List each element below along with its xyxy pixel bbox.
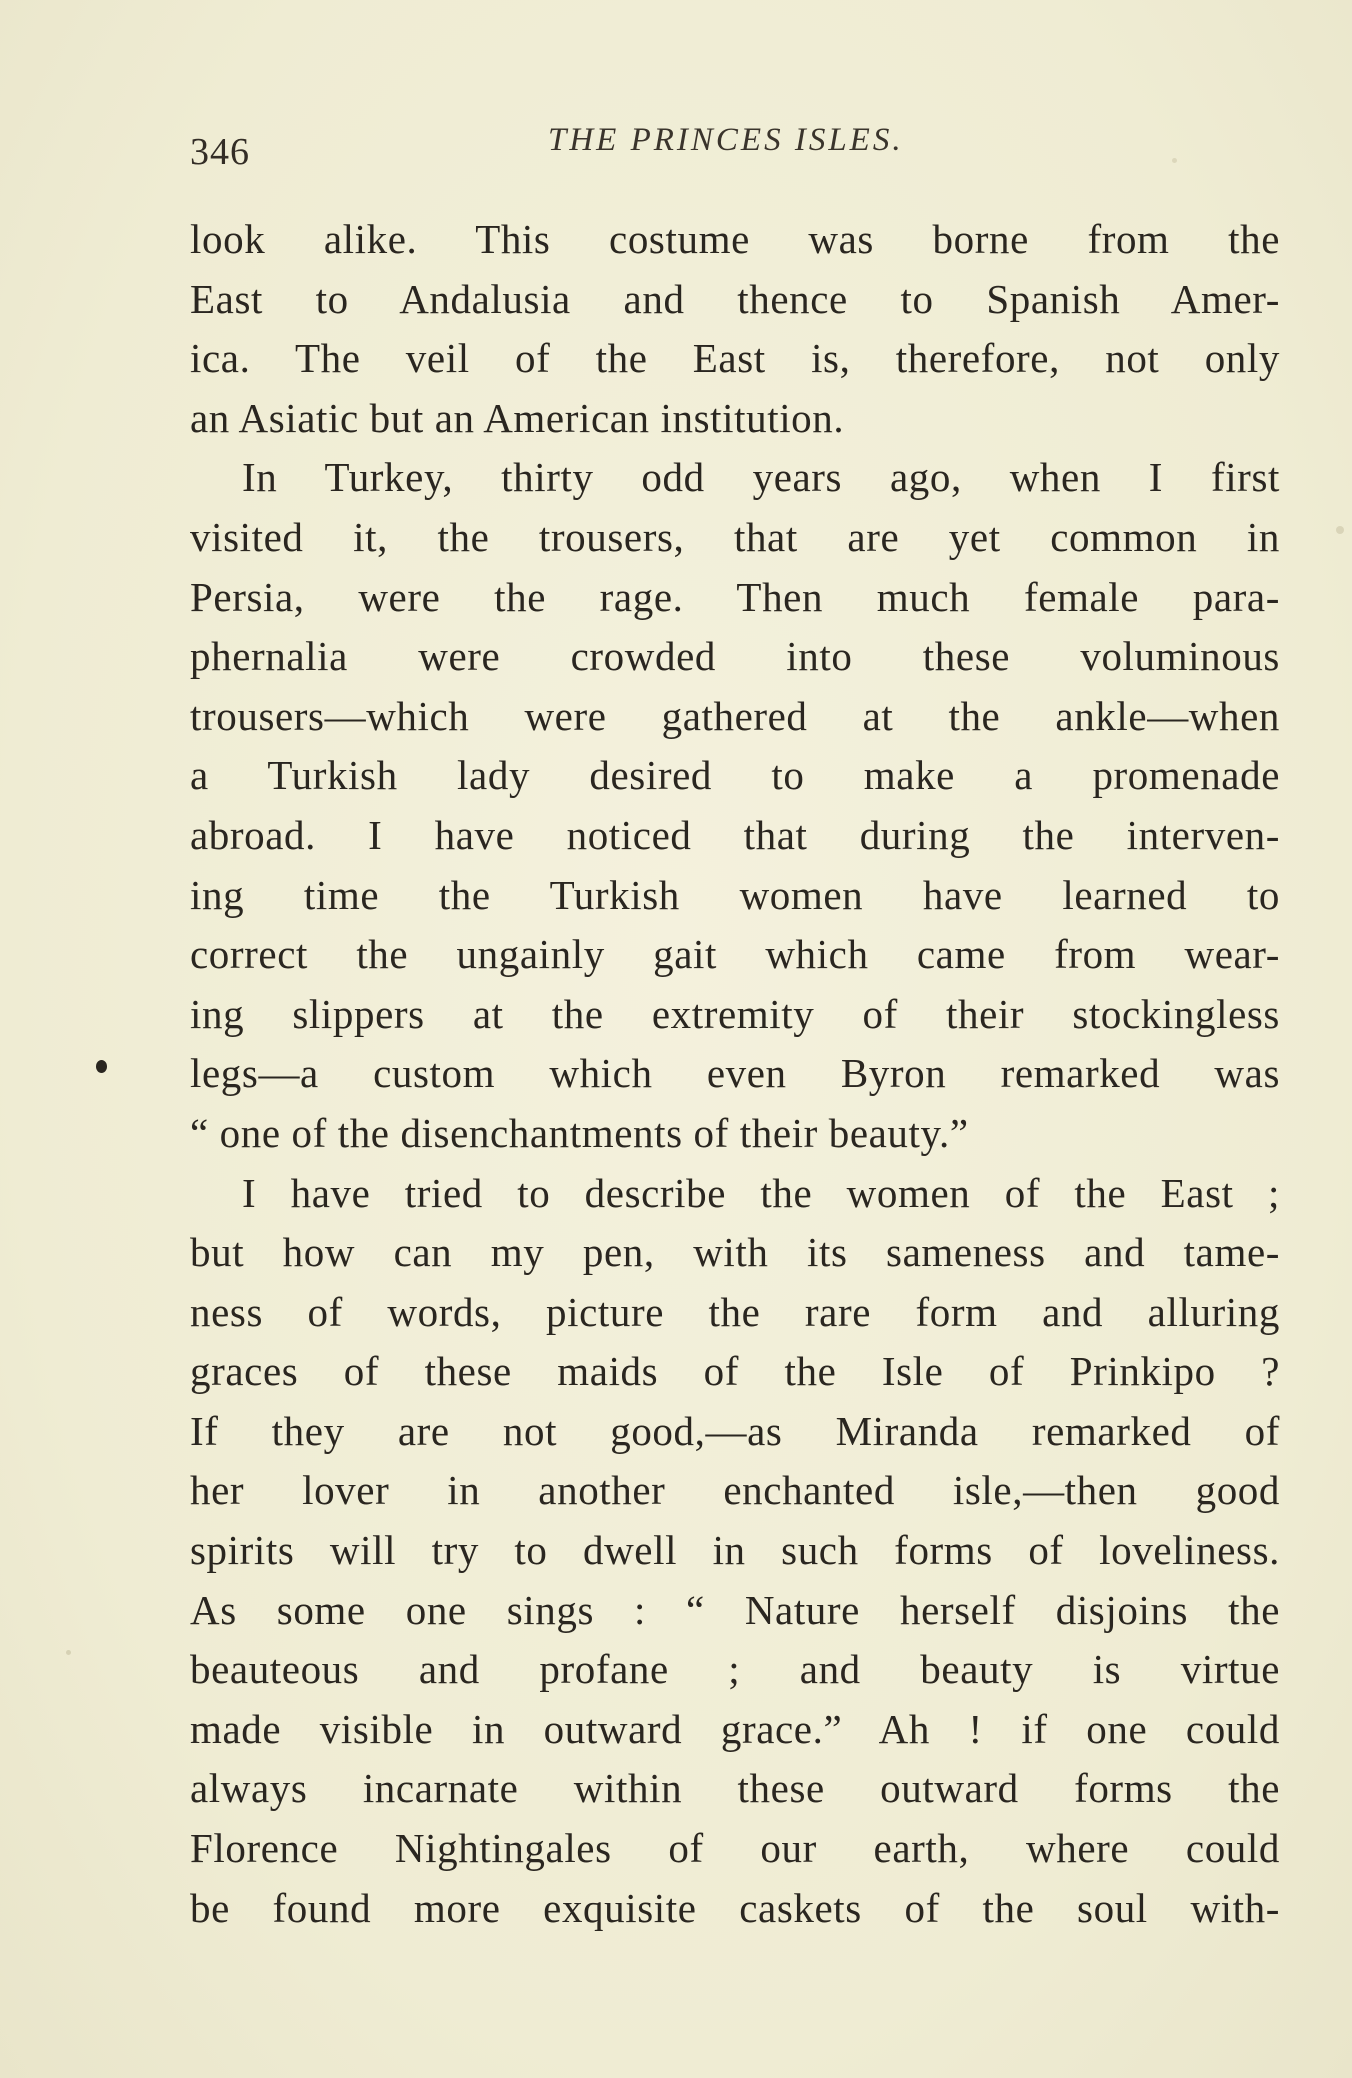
text-line: ing time the Turkish women have learned to <box>190 871 1280 918</box>
text-line: abroad. I have noticed that during the interven- <box>190 811 1280 858</box>
page-number: 346 <box>190 131 250 173</box>
text-line: phernalia were crowded into these voluminous <box>190 633 1280 680</box>
text-line: made visible in outward grace.” Ah ! if one could <box>190 1705 1280 1752</box>
text-line: As some one sings : “ Nature herself disjoins the <box>190 1586 1280 1633</box>
body-text <box>190 210 1280 1938</box>
text-line: East to Andalusia and thence to Spanish Amer- <box>190 275 1280 322</box>
text-line: ness of words, picture the rare form and alluring <box>190 1288 1280 1335</box>
paper-speck <box>1172 158 1177 163</box>
paragraph-start-line: In Turkey, thirty odd years ago, when I first <box>242 454 1280 501</box>
page-header <box>190 118 1290 178</box>
text-line: Persia, were the rage. Then much female para- <box>190 573 1280 620</box>
paper-speck <box>1336 526 1344 534</box>
text-line: correct the ungainly gait which came from wear- <box>190 931 1280 978</box>
paragraph-start-line: I have tried to describe the women of the East ; <box>242 1169 1280 1216</box>
text-line: trousers—which were gathered at the ankle—when <box>190 692 1280 739</box>
text-line: always incarnate within these outward forms the <box>190 1765 1280 1812</box>
paper-speck <box>66 1650 71 1655</box>
margin-bullet-mark <box>96 1060 107 1073</box>
text-line: visited it, the trousers, that are yet common in <box>190 513 1280 560</box>
text-line: graces of these maids of the Isle of Prinkipo ? <box>190 1348 1280 1395</box>
text-line: If they are not good,—as Miranda remarked of <box>190 1407 1280 1454</box>
text-line: her lover in another enchanted isle,—then good <box>190 1467 1280 1514</box>
text-line: legs—a custom which even Byron remarked was <box>190 1050 1280 1097</box>
text-line: beauteous and profane ; and beauty is virtue <box>190 1646 1280 1693</box>
text-line: but how can my pen, with its sameness and tame- <box>190 1229 1280 1276</box>
text-line: a Turkish lady desired to make a promenade <box>190 752 1280 799</box>
running-head: THE PRINCES ISLES. <box>548 122 904 158</box>
text-line: Florence Nightingales of our earth, where could <box>190 1825 1280 1872</box>
text-line: an Asiatic but an American institution. <box>190 394 845 441</box>
text-line: ica. The veil of the East is, therefore, not only <box>190 335 1280 382</box>
text-line: spirits will try to dwell in such forms of loveliness. <box>190 1527 1280 1574</box>
text-line: “ one of the disenchantments of their beauty.” <box>190 1109 969 1156</box>
text-line: look alike. This costume was borne from the <box>190 216 1280 262</box>
text-line: be found more exquisite caskets of the soul with- <box>190 1884 1280 1931</box>
text-line: ing slippers at the extremity of their stockingless <box>190 990 1280 1037</box>
